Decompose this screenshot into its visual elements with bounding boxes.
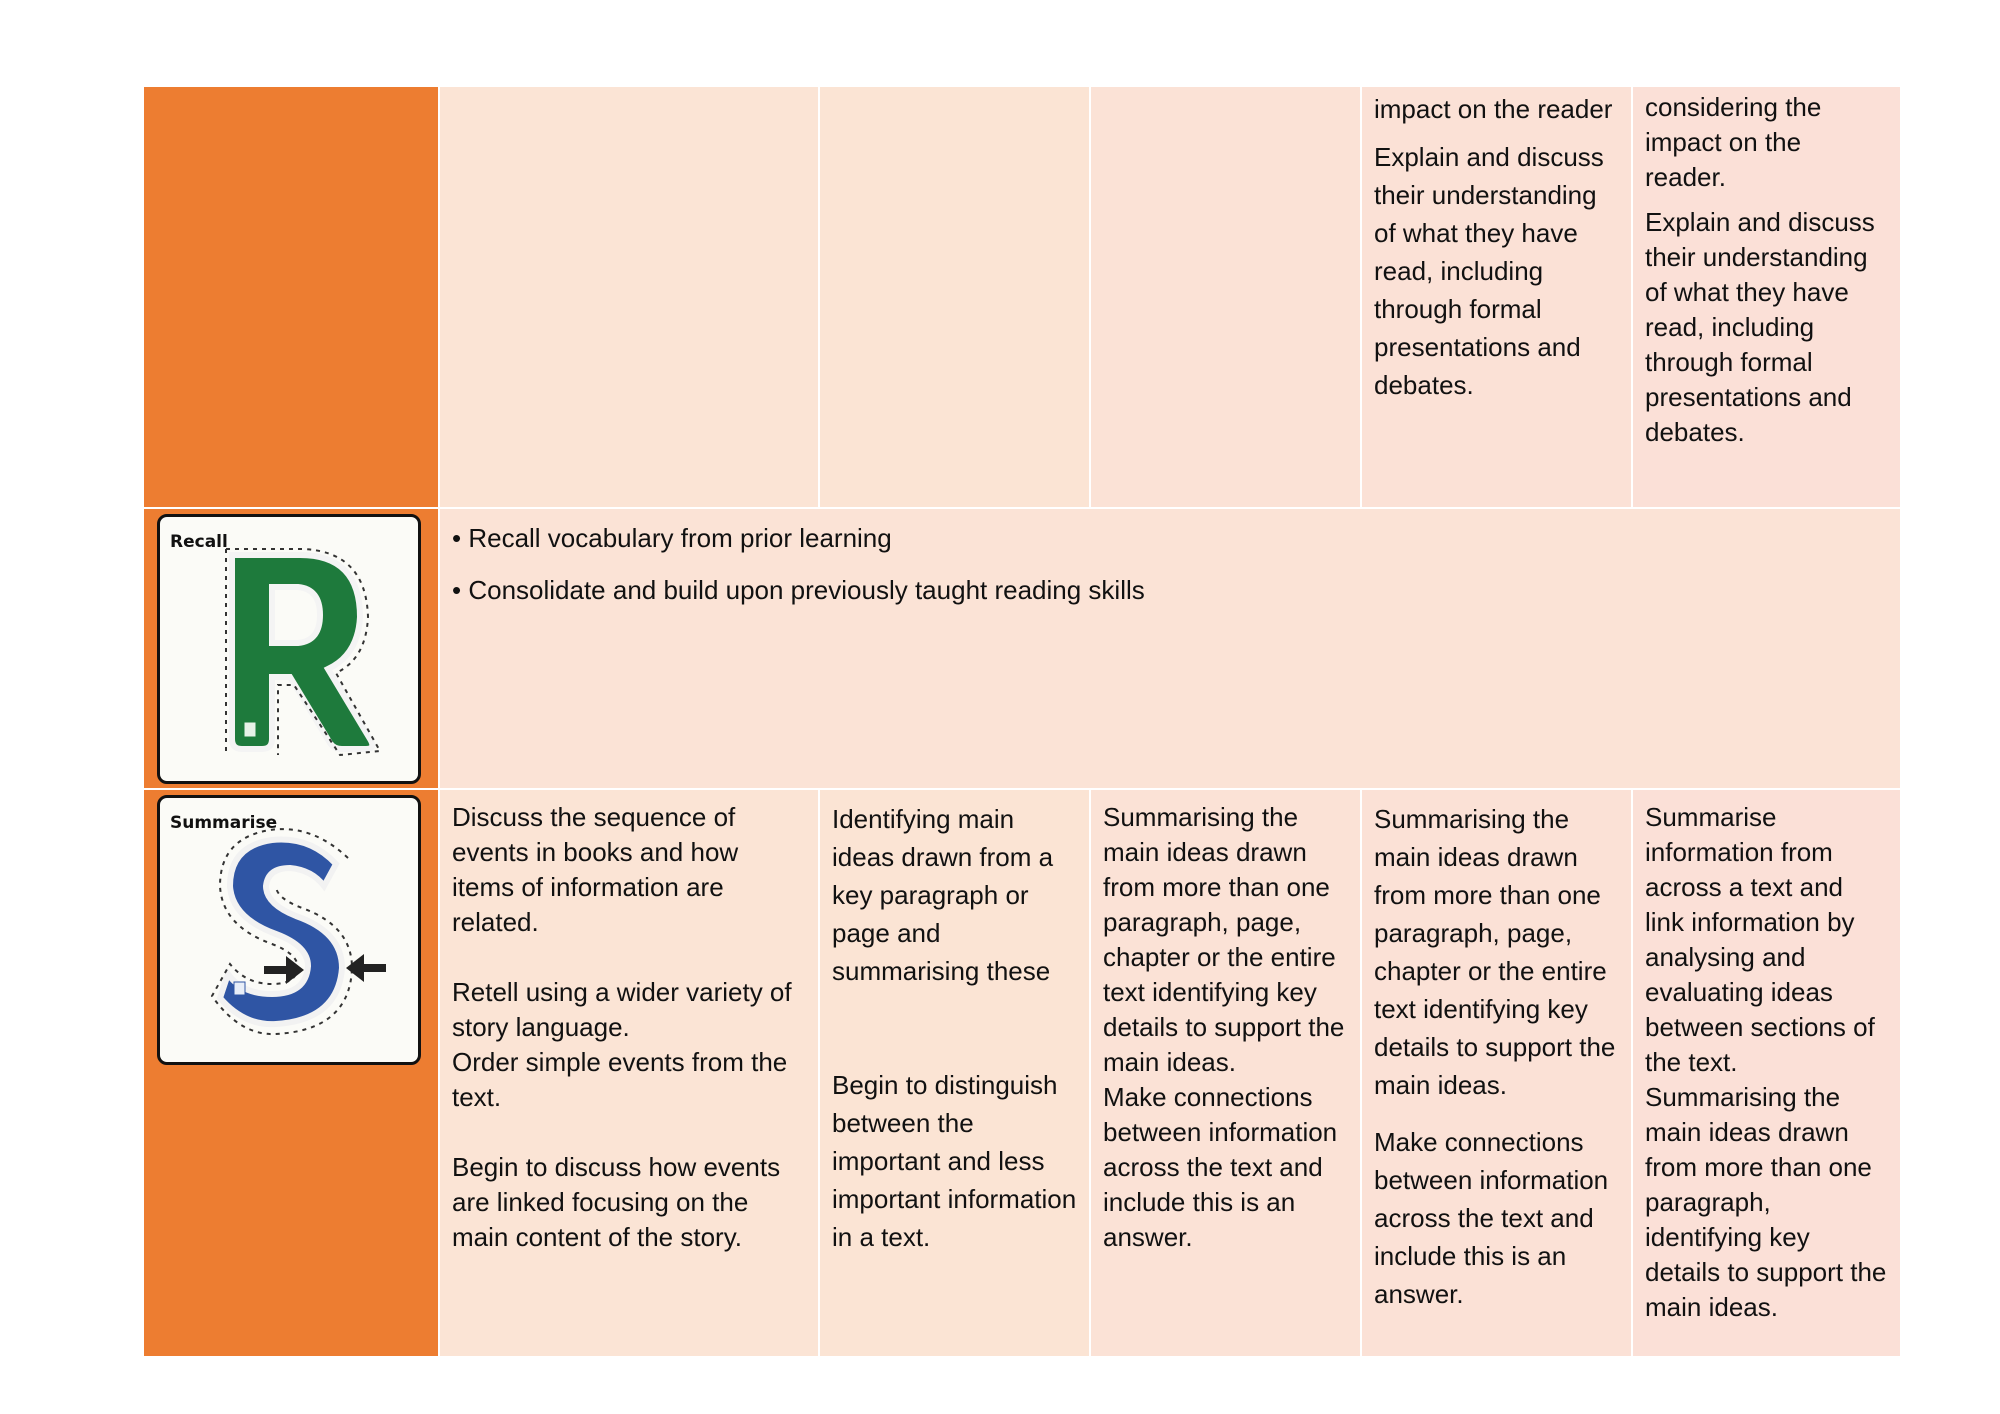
summarise-col4-text-1: Summarising the main ideas drawn from more than one paragraph, page, chapter or the entire text identifying key details to support the main ideas. xyxy=(1374,804,1616,1100)
recall-card xyxy=(157,514,421,784)
side-cell-summarise xyxy=(144,790,438,1356)
row1-col2 xyxy=(820,87,1089,507)
summarise-col2 xyxy=(820,790,1089,1356)
row1-col5-text-2: Explain and discuss their understanding of what they have read, including through formal presentations and debates. xyxy=(1645,207,1875,447)
recall-r-letter-icon xyxy=(160,517,418,781)
side-cell-recall xyxy=(144,509,438,788)
row1-col1 xyxy=(440,87,818,507)
recall-card-label: Recall xyxy=(170,532,228,552)
row1-col4-text-2: Explain and discuss their understanding of what they have read, including through formal presentations and debates. xyxy=(1374,142,1604,400)
row1-col3 xyxy=(1091,87,1360,507)
summarise-col2-text-1: Identifying main ideas drawn from a key paragraph or page and summarising these xyxy=(832,804,1054,986)
summarise-col5-text-2: Summarising the main ideas drawn from more than one paragraph, identifying key details to support the main ideas. xyxy=(1645,1082,1887,1322)
summarise-card xyxy=(157,795,421,1065)
summarise-col5-text-1: Summarise information from across a text and link information by analysing and evaluating ideas between sections of the text. xyxy=(1645,802,1875,1077)
summarise-col3-text-2: Make connections between information across the text and include this is an answer. xyxy=(1103,1082,1338,1252)
summarise-card-label: Summarise xyxy=(170,813,278,833)
reading-skills-table xyxy=(144,87,1890,1352)
summarise-col3 xyxy=(1091,790,1360,1356)
summarise-col1-text-1: Discuss the sequence of events in books and how items of information are related. xyxy=(452,802,739,937)
row1-col5 xyxy=(1633,87,1900,507)
summarise-col1-text-4: Begin to discuss how events are linked focusing on the main content of the story. xyxy=(452,1152,781,1252)
summarise-col2-text-2: Begin to distinguish between the important and less important information in a text. xyxy=(832,1070,1077,1252)
summarise-col1-text-2: Retell using a wider variety of story language. xyxy=(452,977,792,1042)
summarise-col4-text-2: Make connections between information across the text and include this is an answer. xyxy=(1374,1127,1609,1309)
summarise-col1-text-3: Order simple events from the text. xyxy=(452,1047,788,1112)
row1-col4 xyxy=(1362,87,1631,507)
summarise-col4 xyxy=(1362,790,1631,1356)
side-cell-row1 xyxy=(144,87,438,507)
summarise-col3-text-1: Summarising the main ideas drawn from more than one paragraph, page, chapter or the entire text identifying key details to support the main ideas. xyxy=(1103,802,1345,1077)
recall-bullet-1: • Recall vocabulary from prior learning xyxy=(452,523,892,553)
recall-bullet-2: • Consolidate and build upon previously taught reading skills xyxy=(452,575,1145,605)
summarise-col1 xyxy=(440,790,818,1356)
summarise-col5 xyxy=(1633,790,1900,1356)
row1-col4-text-1: impact on the reader xyxy=(1374,94,1613,124)
recall-objectives xyxy=(440,509,1900,788)
row1-col5-text-1: considering the impact on the reader. xyxy=(1645,92,1822,192)
summarise-s-letter-icon xyxy=(160,798,418,1062)
